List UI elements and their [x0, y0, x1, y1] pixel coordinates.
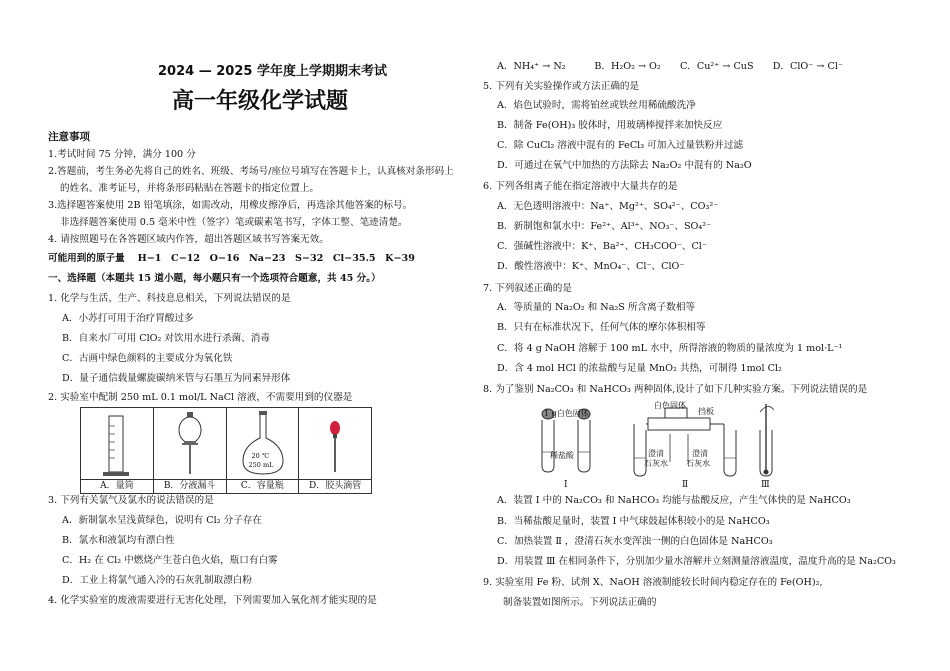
note-3b: 非选择题答案使用 0.5 毫米中性（签字）笔或碳素笔书写，字体工整、笔迹清楚。 — [60, 217, 408, 228]
fig-label-lime-4: 石灰水 — [686, 459, 710, 468]
q2-cell-c: C．容量瓶 — [227, 479, 299, 493]
note-4: 4. 请按照题号在各答题区域内作答，超出答题区域书写答案无效。 — [48, 234, 329, 245]
q1-stem: 1. 化学与生活、生产、科技息息相关，下列说法错误的是 — [48, 293, 291, 304]
q9-stem: 9. 实验室用 Fe 粉、试剂 X、NaOH 溶液制能较长时间内稳定存在的 Fe(OH)₂, — [483, 577, 823, 588]
q1-option-b: B．自来水厂可用 ClO₂ 对饮用水进行杀菌、消毒 — [62, 333, 270, 344]
q6-option-d: D．酸性溶液中：K⁺、MnO₄⁻、Cl⁻、ClO⁻ — [497, 261, 685, 272]
fig-label-solid-2: 白色固体 — [654, 401, 686, 410]
page-title: 高一年级化学试题 — [172, 89, 349, 114]
q5-option-c: C．除 CuCl₂ 溶液中混有的 FeCl₃ 可加入过量铁粉并过滤 — [497, 140, 744, 151]
cell-separatory-funnel — [154, 408, 227, 493]
q8-option-d: D．用装置 Ⅲ 在相同条件下，分别加少量水溶解并立刻测量溶液温度，温度升高的是 Na₂CO₃ — [497, 556, 896, 567]
q4-stem: 4. 化学实验室的废液需要进行无害化处理，下列需要加入氧化剂才能实现的是 — [48, 595, 377, 606]
q6-option-c: C．强碱性溶液中：K⁺、Ba²⁺、CH₃COO⁻、Cl⁻ — [497, 241, 707, 252]
q1-option-a: A．小苏打可用于治疗胃酸过多 — [62, 313, 194, 324]
q2-instrument-table — [80, 407, 372, 494]
dropper-icon — [299, 408, 371, 478]
q1-option-d: D．量子通信载量螺旋碳纳米管与石墨互为同素异形体 — [62, 373, 291, 384]
q9-stem-2: 制备装置如图所示。下列说法正确的 — [503, 597, 657, 608]
q3-stem: 3. 下列有关氯气及氯水的说法错误的是 — [48, 495, 214, 506]
fig-label-I: Ⅰ — [564, 480, 568, 490]
q2-cell-b: B．分液漏斗 — [154, 479, 226, 493]
q1-option-c: C．古画中绿色颜料的主要成分为氧化铁 — [62, 353, 233, 364]
q4-options: A．NH₄⁺ → N₂ B．H₂O₂ → O₂ C．Cu²⁺ → CuS D．ClO⁻ → Cl⁻ — [497, 61, 843, 72]
atomic-masses: 可能用到的原子量 H−1 C−12 O−16 Na−23 S−32 Cl−35.5 K−39 — [48, 253, 415, 264]
cell-volumetric-flask — [227, 408, 300, 493]
fig-label-baffle: 挡板 — [698, 407, 714, 416]
q3-option-a: A．新制氯水呈浅黄绿色，说明有 Cl₂ 分子存在 — [62, 515, 262, 526]
q8-option-a: A．装置 Ⅰ 中的 Na₂CO₃ 和 NaHCO₃ 均能与盐酸反应，产生气体快的是 NaHCO₃ — [497, 495, 851, 506]
q7-option-d: D．含 4 mol HCl 的浓盐酸与足量 MnO₂ 共热，可制得 1mol Cl₂ — [497, 363, 782, 374]
fig-label-solid-1g: 1 g白色固体 — [544, 409, 589, 418]
flask-label-temp: 20 ℃ — [251, 452, 270, 460]
flask-label-volume: 250 mL — [248, 461, 274, 469]
separatory-funnel-icon — [154, 408, 226, 478]
fig-label-lime-3: 澄清 — [692, 449, 708, 458]
fig-label-III: Ⅲ — [761, 480, 770, 490]
note-2b: 的姓名、准考证号，并将条形码粘贴在答题卡的指定位置上。 — [60, 183, 320, 194]
apparatus-3 — [760, 404, 774, 476]
q7-option-a: A．等质量的 Na₂O₂ 和 Na₂S 所含离子数相等 — [497, 302, 696, 313]
note-2: 2.答题前，考生务必先将自己的姓名、班级、考场号/座位号填写在答题卡上，认真核对条形码上 — [48, 166, 454, 177]
fig-label-acid: 稀盐酸 — [550, 451, 574, 460]
q8-option-b: B．当稀盐酸足量时，装置 Ⅰ 中气球鼓起体积较小的是 NaHCO₃ — [497, 516, 770, 527]
q7-option-b: B．只有在标准状况下，任何气体的摩尔体积相等 — [497, 322, 706, 333]
q5-option-a: A．焰色试验时，需将铂丝或铁丝用稀硫酸洗净 — [497, 100, 696, 111]
fig-label-II: Ⅱ — [682, 480, 689, 490]
q8-stem: 8. 为了鉴别 Na₂CO₃ 和 NaHCO₃ 两种固体,设计了如下几种实验方案。下列说法错误的是 — [483, 384, 868, 395]
section-heading: 一、选择题（本题共 15 道小题，每小题只有一个选项符合题意，共 45 分。） — [48, 273, 381, 284]
q3-option-b: B．氯水和液氯均有漂白性 — [62, 535, 175, 546]
q7-option-c: C．将 4 g NaOH 溶解于 100 mL 水中，所得溶液的物质的量浓度为 1 mol·L⁻¹ — [497, 343, 843, 354]
q5-option-d: D．可通过在氧气中加热的方法除去 Na₂O₂ 中混有的 Na₂O — [497, 160, 752, 171]
exam-year: 2024 — 2025 学年度上学期期末考试 — [158, 64, 387, 79]
note-3: 3.选择题答案使用 2B 铅笔填涂，如需改动，用橡皮擦净后，再选涂其他答案的标号。 — [48, 200, 413, 211]
note-1: 1.考试时间 75 分钟，满分 100 分 — [48, 149, 196, 160]
q5-option-b: B．制备 Fe(OH)₃ 胶体时，用玻璃棒搅拌来加快反应 — [497, 120, 723, 131]
q2-stem: 2. 实验室中配制 250 mL 0.1 mol/L NaCl 溶液，不需要用到的仪器是 — [48, 392, 353, 403]
q3-option-c: C．H₂ 在 Cl₂ 中燃烧产生苍白色火焰，瓶口有白雾 — [62, 555, 278, 566]
q8-apparatus-figure — [528, 400, 888, 492]
notes-heading: 注意事项 — [48, 131, 90, 143]
q7-stem: 7. 下列叙述正确的是 — [483, 283, 572, 294]
cell-graduated-cylinder — [81, 408, 154, 493]
q2-cell-a: A．量筒 — [81, 479, 153, 493]
q6-stem: 6. 下列各组离子能在指定溶液中大量共存的是 — [483, 181, 678, 192]
q8-option-c: C．加热装置 Ⅱ ，澄清石灰水变浑浊一侧的白色固体是 NaHCO₃ — [497, 536, 773, 547]
graduated-cylinder-icon — [81, 408, 153, 478]
q6-option-b: B．新制饱和氯水中：Fe²⁺、Al³⁺、NO₃⁻、SO₄²⁻ — [497, 221, 712, 232]
q6-option-a: A．无色透明溶液中：Na⁺、Mg²⁺、SO₄²⁻、CO₃²⁻ — [497, 201, 719, 212]
cell-dropper — [299, 408, 371, 493]
fig-label-lime-2: 石灰水 — [644, 459, 668, 468]
q5-stem: 5. 下列有关实验操作或方法正确的是 — [483, 81, 640, 92]
q3-option-d: D．工业上将氯气通入冷的石灰乳制取漂白粉 — [62, 575, 252, 586]
fig-label-lime-1: 澄清 — [648, 449, 664, 458]
q2-cell-d: D．胶头滴管 — [299, 479, 371, 493]
